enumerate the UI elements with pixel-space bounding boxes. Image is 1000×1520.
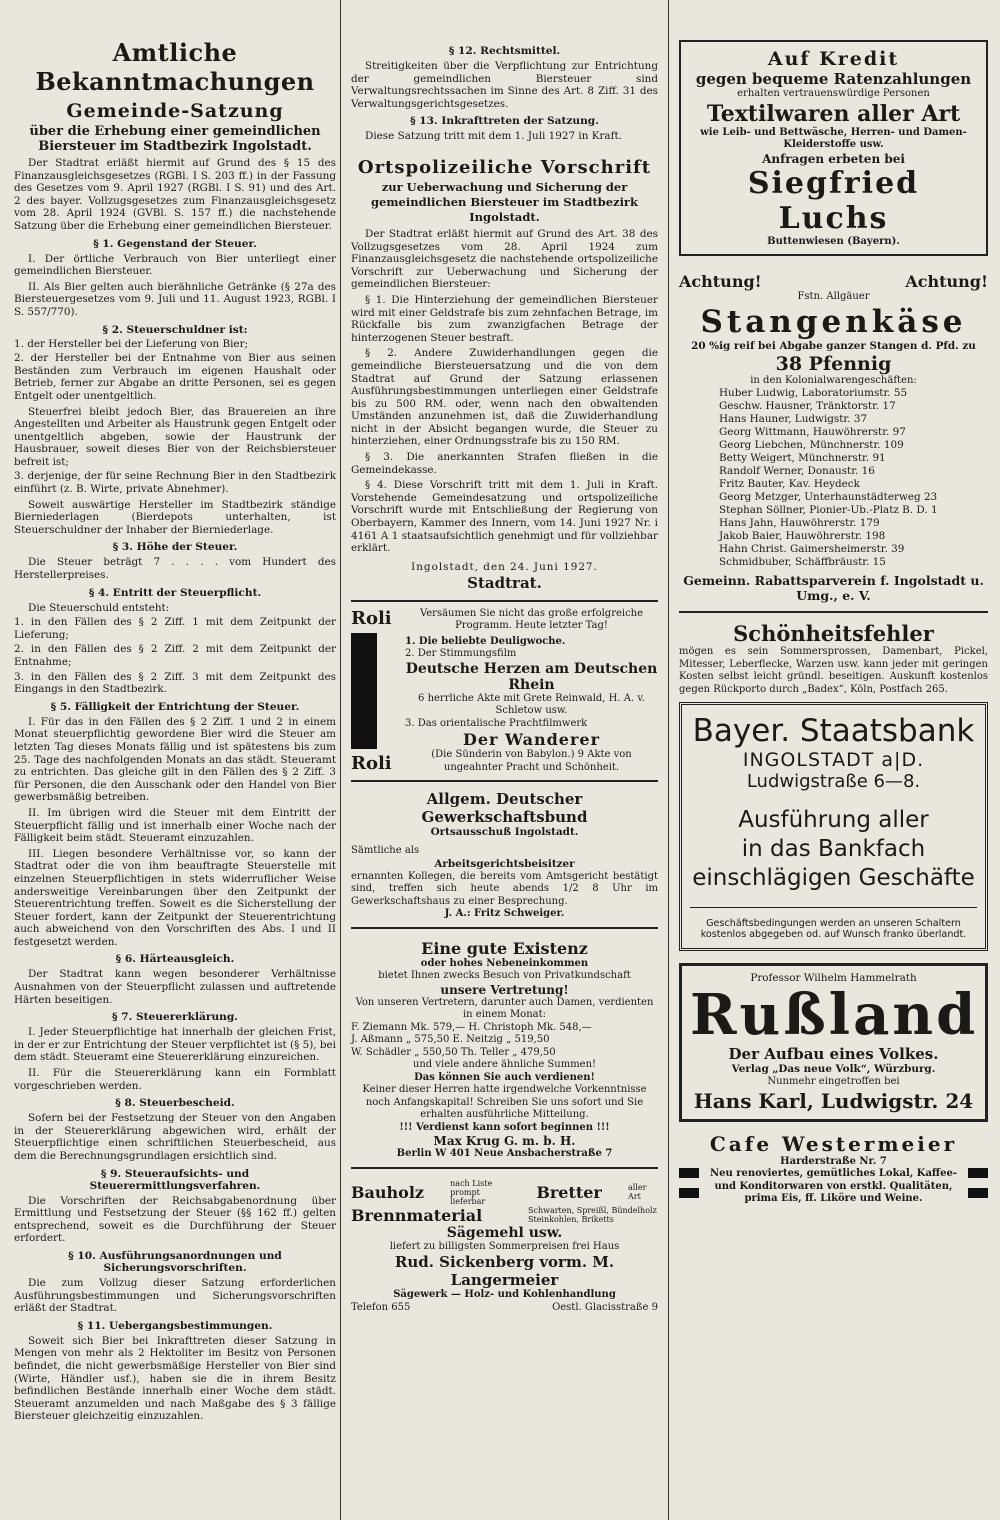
existence-row: W. Schädler „ 550,50 Th. Teller „ 479,50: [351, 1046, 556, 1058]
existence-address: Berlin W 401 Neue Ansbacherstraße 7: [396, 1148, 613, 1160]
existence-text: Das können Sie auch verdienen!: [414, 1071, 595, 1083]
cafe-text: Neu renoviertes, gemütliches Lokal, Kaffee- und Konditorwaren von erstkl. Qualitäten, prima Eis, ff. Liköre und Weine.: [709, 1168, 958, 1204]
timber-text: Sägewerk — Holz- und Kohlenhandlung: [393, 1289, 616, 1301]
section-heading: § 3. Höhe der Steuer.: [112, 541, 238, 554]
list-item: 1. in den Fällen des § 2 Ziff. 1 mit dem Zeitpunkt der Lieferung;: [14, 616, 336, 641]
bank-footnote: Geschäftsbedingungen werden an unseren Schaltern kostenlos abgegeben od. auf Wunsch franko überlandt.: [690, 907, 977, 940]
paragraph: II. Im übrigen wird die Steuer mit dem Eintritt der Steuerpflicht fällig und ist innerhalb einer Woche nach der Fälligkeit beim städt. Steueramt einzuzahlen.: [14, 806, 336, 845]
cafe-name: Cafe Westermeier: [709, 1131, 958, 1156]
cheese-shop-item: Schmidbuber, Schäffbräustr. 15: [719, 556, 886, 568]
existence-text: unsere Vertretung!: [440, 982, 569, 997]
paragraph: Soweit sich Bier bei Inkrafttreten dieser Satzung in Mengen von mehr als 2 Hektoliter im Besitz von Personen befindet, die nicht gewerbsmäßige Hersteller von Bier sind (Wirte, Händler usf.), haben sie die in ihrem Besitz befindlichen Bestände innerhalb einer Woche dem städt. Steueramt anzumelden und nach Maßgabe des § 3 fällige Biersteuer gleichzeitig einzuzahlen.: [14, 1334, 336, 1423]
bank-city: INGOLSTADT a|D.: [742, 749, 925, 771]
book-author: Professor Wilhelm Hammelrath: [750, 972, 917, 984]
bank-text: einschlägigen Geschäfte: [692, 865, 975, 891]
timber-item: Bretter: [536, 1182, 602, 1202]
book-subtitle: Der Aufbau eines Volkes.: [728, 1045, 939, 1063]
bank-street: Ludwigstraße 6—8.: [746, 771, 921, 792]
ad-bank: [679, 702, 988, 951]
list-item: 3. in den Fällen des § 2 Ziff. 3 mit dem Zeitpunkt des Eingangs in den Stadtbezirk.: [14, 670, 336, 696]
timber-text: liefert zu billigsten Sommerpreisen frei Haus: [389, 1240, 620, 1252]
paragraph: § 1. Die Hinterziehung der gemeindlichen Biersteuer wird mit einer Geldstrafe bis zum zehnfachen Betrage, im Rückfalle bis zum zwanzigfachen Betrage der hinterzogenen Steuer bestraft.: [351, 293, 658, 344]
statute-subtitle: über die Erhebung einer gemeindlichen Biersteuer im Stadtbezirk Ingolstadt.: [29, 124, 321, 154]
existence-sub: oder hohes Nebeneinkommen: [420, 957, 589, 969]
cheese-shop-item: Betty Weigert, Münchnerstr. 91: [719, 452, 886, 464]
roli-film-sub: (Die Sünderin von Babylon.) 9 Akte von ungeahnter Pracht und Schönheit.: [431, 749, 632, 773]
cheese-attention: Achtung!: [905, 272, 988, 291]
section-heading: § 7. Steuererklärung.: [112, 1011, 238, 1024]
existence-row: F. Ziemann Mk. 579,— H. Christoph Mk. 548,—: [351, 1021, 592, 1033]
paragraph: Der Stadtrat erläßt hiermit auf Grund des Art. 38 des Vollzugsgesetzes vom 28. April 1924 zum Finanzausgleichsgesetz die nachstehende ortspolizeiliche Vorschrift zur Ueberwachung und Sicherung der gemeindlichen Biersteuer:: [351, 227, 658, 291]
roli-item: 2. Der Stimmungsfilm: [405, 648, 517, 660]
ad-cheese: [679, 272, 988, 603]
cheese-attention: Achtung!: [679, 272, 762, 291]
credit-firm: Siegfried Luchs: [747, 165, 920, 236]
bank-text: Ausführung aller: [738, 807, 929, 833]
book-seller: Hans Karl, Ludwigstr. 24: [693, 1088, 974, 1113]
cheese-shop-item: Fritz Bauter, Kav. Heydeck: [719, 478, 860, 490]
roli-logo-top: Roli: [351, 607, 392, 629]
timber-row: [351, 1206, 658, 1225]
paragraph: § 2. Andere Zuwiderhandlungen gegen die gemeindliche Biersteuersatzung und die von dem Stadtrat auf Grund der Satzung erlassenen Ausführungsbestimmungen unterliegen einer Geldstrafe bis zu 500 RM. oder, wenn nach den obwaltenden Umständen anzunehmen ist, daß die Zuwiderhandlung nicht in der Absicht begangen wurde, die Steuer zu hinterziehen, einer Ordnungsstrafe bis zu 150 RM.: [351, 347, 658, 448]
paragraph: § 4. Diese Vorschrift tritt mit dem 1. Juli in Kraft. Vorstehende Gemeindesatzung und ortspolizeiliche Vorschrift wurde mit Entschließung der Regierung von Oberbayern, Kammer des Innern, vom 14. Juni 1927 Nr. i 4161 A 1 staatsaufsichtlich genehmigt und für vollziehbar erklärt.: [351, 479, 658, 555]
roli-film-title: Deutsche Herzen am Deutschen Rhein: [405, 660, 658, 693]
statute-title: Gemeinde-Satzung: [66, 100, 284, 122]
cheese-shop-item: Hans Jahn, Hauwöhrerstr. 179: [719, 517, 880, 529]
existence-title: Eine gute Existenz: [421, 938, 588, 958]
timber-address: Oestl. Glacisstraße 9: [552, 1301, 658, 1313]
union-text: ernannten Kollegen, die bereits vom Amtsgericht bestätigt sind, treffen sich heute abends 1/2 8 Uhr im Gewerkschaftshaus zu einer Besprechung.: [351, 870, 658, 907]
existence-text: Keiner dieser Herren hatte irgendwelche Vorkenntnisse noch Anfangskapital! Schreiben Sie uns sofort und Sie erhalten ausführliche Mitteilung.: [362, 1084, 647, 1121]
ad-book-russia: [679, 963, 988, 1122]
existence-text: Von unseren Vertretern, darunter auch Damen, verdienten in einem Monat:: [355, 996, 654, 1021]
cheese-shop-item: Georg Metzger, Unterhaunstädterweg 23: [719, 491, 938, 503]
timber-note: Schwarten, Spreißl, Bündelholz Steinkohlen, Briketts: [528, 1206, 657, 1225]
checker-border: [968, 1168, 988, 1206]
cheese-shop-item: Hans Hauner, Ludwigstr. 37: [719, 413, 868, 425]
paragraph: Steuerfrei bleibt jedoch Bier, das Brauereien an ihre Angestellten und Arbeiter als Haustrunk gegen Entgelt oder unentgeltlich abgeben, sowie der Haustrunk der Hausbrauer, soweit dieses Bier von der Reichsbiersteuer befreit ist;: [14, 405, 336, 468]
roli-item: 3. Das orientalische Prachtfilmwerk: [405, 717, 588, 729]
paragraph: II. Für die Steuererklärung kann ein Formblatt vorgeschrieben werden.: [14, 1067, 336, 1092]
paragraph: Sofern bei der Festsetzung der Steuer von den Angaben in der Steuererklärung abgewichen wird, erhält der Steuerpflichtige einen schriftlichen Steuerbescheid, aus dem die Berechnungsgrundlagen ersichtlich sind.: [14, 1112, 336, 1162]
existence-text: bietet Ihnen zwecks Besuch von Privatkundschaft: [378, 970, 631, 982]
beauty-title: Schönheitsfehler: [733, 621, 934, 646]
timber-contact: [351, 1302, 658, 1315]
paragraph: Streitigkeiten über die Verpflichtung zur Entrichtung der gemeindlichen Biersteuer sind Verwaltungsrechtssachen im Sinne des Art. 8 Ziff. 31 des Verwaltungsgerichtsgesetzes.: [351, 60, 658, 110]
cheese-text: Fstn. Allgäuer: [797, 291, 870, 302]
police-regulation-subtitle: zur Ueberwachung und Sicherung der gemeindlichen Biersteuer im Stadtbezirk Ingolstadt.: [371, 179, 638, 224]
paragraph: Die Steuer beträgt 7 . . . . vom Hundert des Herstellerpreises.: [14, 556, 336, 582]
list-item: 1. der Hersteller bei der Lieferung von Bier;: [14, 337, 249, 350]
cheese-text: in den Kolonialwarengeschäften:: [750, 374, 917, 386]
cheese-shop-item: Stephan Söllner, Pionier-Ub.-Platz B. D. 1: [719, 504, 938, 516]
book-text: Nunmehr eingetroffen bei: [767, 1076, 900, 1087]
credit-address: Buttenwiesen (Bayern).: [767, 235, 900, 247]
ad-union: [351, 782, 658, 929]
ad-credit: [679, 40, 988, 256]
paragraph: Der Stadtrat kann wegen besonderer Verhältnisse Ausnahmen von der Steuerpflicht zulassen und auftretende Härten beseitigen.: [14, 968, 336, 1006]
ad-existence: [351, 929, 658, 1169]
section-heading: § 13. Inkrafttreten der Satzung.: [410, 115, 599, 128]
list-item: 3. derjenige, der für seine Rechnung Bier in den Stadtbezirk einführt (z. B. Wirte, private Abnehmer).: [14, 470, 336, 496]
paragraph: Die zum Vollzug dieser Satzung erforderlichen Ausführungsbestimmungen und Sicherungsvorschriften erläßt der Stadtrat.: [14, 1276, 336, 1315]
existence-firm: Max Krug G. m. b. H.: [433, 1134, 576, 1149]
book-publisher: Verlag „Das neue Volk“, Würzburg.: [731, 1063, 936, 1075]
section-header: Amtliche Bekanntmachungen: [35, 38, 315, 96]
existence-text: !!! Verdienst kann sofort beginnen !!!: [399, 1121, 610, 1133]
existence-row: J. Aßmann „ 575,50 E. Neitzig „ 519,50: [351, 1034, 550, 1046]
cheese-shop-item: Georg Wittmann, Hauwöhrerstr. 97: [719, 426, 906, 438]
paragraph: II. Als Bier gelten auch bierähnliche Getränke (§ 27a des Biersteuergesetzes vom 9. Juli und 11. August 1923, RGBl. I S. 557/770).: [14, 280, 336, 318]
signature: Stadtrat.: [467, 573, 542, 592]
timber-item: Sägemehl usw.: [446, 1224, 563, 1241]
roli-program: [399, 608, 658, 775]
ad-beauty: [679, 621, 988, 696]
timber-firm: Rud. Sickenberg vorm. M. Langermeier: [394, 1253, 615, 1290]
cheese-text: 20 %ig reif bei Abgabe ganzer Stangen d. Pfd. zu: [691, 339, 976, 352]
paragraph: Soweit auswärtige Hersteller im Stadtbezirk ständige Bierniederlagen (Bierdepots unterhalten, ist Steuerschuldner der Inhaber der Bierniederlage.: [14, 498, 336, 536]
paragraph: I. Jeder Steuerpflichtige hat innerhalb der gleichen Frist, in der er zur Entrichtung der Steuer verpflichtet ist (§ 5), bei dem städt. Steueramt eine Steuererklärung einzureichen.: [14, 1026, 336, 1064]
book-title: Rußland: [690, 982, 979, 1048]
section-heading: § 9. Steueraufsichts- und Steuerermittlungsverfahren.: [89, 1167, 261, 1192]
section-heading: § 1. Gegenstand der Steuer.: [93, 237, 257, 250]
cheese-header: [679, 272, 988, 291]
union-sub: Ortsausschuß Ingolstadt.: [430, 826, 579, 839]
ad-cafe: [679, 1132, 988, 1206]
roli-intro: Versäumen Sie nicht das große erfolgreiche Programm. Heute letzter Tag!: [419, 607, 644, 632]
divider: [679, 611, 988, 613]
date-line: Ingolstadt, den 24. Juni 1927.: [411, 560, 598, 573]
section-heading: § 8. Steuerbescheid.: [115, 1097, 235, 1110]
timber-note: nach Liste prompt lieferbar: [450, 1178, 493, 1206]
union-title: Allgem. Deutscher Gewerkschaftsbund: [421, 790, 588, 827]
paragraph: Die Vorschriften der Reichsabgabenordnung über Ermittlung und Festsetzung der Steuer (§§ 162 ff.) gelten entsprechend, soweit es die Durchführung der Steuer erfordert.: [14, 1194, 336, 1245]
cheese-price: 38 Pfennig: [775, 352, 892, 375]
union-text: Sämtliche als: [351, 845, 420, 857]
cheese-shop-item: Jakob Baier, Hauwöhrerstr. 198: [719, 530, 886, 542]
section-heading: § 10. Ausführungsanordnungen und Sicherungsvorschriften.: [68, 1249, 282, 1274]
list-item: 2. in den Fällen des § 2 Ziff. 2 mit dem Zeitpunkt der Entnahme;: [14, 643, 336, 668]
section-heading: § 12. Rechtsmittel.: [448, 45, 561, 57]
union-sign: J. A.: Fritz Schweiger.: [444, 908, 565, 920]
column-ads: [668, 0, 1000, 1520]
paragraph: Diese Satzung tritt mit dem 1. Juli 1927 in Kraft.: [365, 130, 622, 143]
cheese-title: Stangenkäse: [700, 303, 967, 340]
credit-title: Auf Kredit: [767, 48, 900, 70]
roli-film-title: Der Wanderer: [462, 730, 601, 750]
bank-name: Bayer. Staatsbank: [692, 713, 975, 749]
paragraph: I. Für das in den Fällen des § 2 Ziff. 1 und 2 in einem Monat steuerpflichtig gewordene Bier wird die Steuer am letzten Tag dieses Monats fällig und ist spätestens bis zum 25. Tage des nachfolgenden Monats an das städt. Steueramt zu entrichten. Das gleiche gilt in den Fällen des § 2 Ziff. 3 für Personen, die den Ausschank oder den Handel von Bier gewerbsmäßig betreiben.: [14, 715, 336, 804]
list-item: 2. der Hersteller bei der Entnahme von Bier aus seinen Beständen zum Verbrauch im eigenen Haushalt oder Betrieb, ferner zur Abgabe an dritte Personen, sei es gegen Entgelt oder unentgeltlich.: [14, 352, 336, 402]
column-official-notices: [0, 0, 340, 1520]
bank-text: in das Bankfach: [741, 836, 926, 862]
cafe-body: [679, 1168, 988, 1206]
cheese-shop-item: Hahn Christ. Gaimersheimerstr. 39: [719, 543, 905, 555]
timber-row: [351, 1179, 658, 1206]
cheese-shop-item: Huber Ludwig, Laboratoriumstr. 55: [719, 387, 908, 399]
checker-border: [679, 1168, 699, 1206]
timber-item: Bauholz: [351, 1182, 424, 1202]
section-heading: § 11. Uebergangsbestimmungen.: [77, 1319, 273, 1332]
ad-roli-cinema: [351, 600, 658, 783]
cheese-shop-item: Georg Liebchen, Münchnerstr. 109: [719, 439, 904, 451]
paragraph: I. Der örtliche Verbrauch von Bier unterliegt einer gemeindlichen Biersteuer.: [14, 252, 336, 278]
section-heading: § 5. Fälligkeit der Entrichtung der Steuer.: [50, 700, 300, 713]
statute-intro: Der Stadtrat erläßt hiermit auf Grund des § 15 des Finanzausgleichsgesetzes (RGBl. I S. 203 ff.) in der Fassung des Gesetzes vom 9. April 1927 (RGBl. I S. 91) und des Art. 2 des bayer. Vollzugsgesetzes zum Finanzausgleichsgesetz vom 28. April 1924 (GVBl. S. 157 ff.) die nachstehende Satzung über die Erhebung einer gemeindlichen Biersteuer.: [14, 157, 336, 232]
section-heading: § 6. Härteausgleich.: [115, 953, 235, 966]
credit-text: erhalten vertrauenswürdige Personen: [737, 88, 930, 99]
timber-item: Brennmaterial: [351, 1205, 483, 1225]
section-heading: § 2. Steuerschuldner ist:: [102, 323, 248, 336]
timber-phone: Telefon 655: [351, 1301, 411, 1313]
timber-note: aller Art: [628, 1183, 647, 1202]
credit-goods: Textilwaren aller Art: [706, 100, 961, 127]
cheese-shop-list: [679, 387, 988, 569]
cheese-shop-item: Randolf Werner, Donaustr. 16: [719, 465, 875, 477]
ad-timber: [351, 1169, 658, 1319]
column-middle: [340, 0, 668, 1520]
roli-logo: [351, 608, 399, 775]
credit-text: Anfragen erbeten bei: [762, 151, 905, 166]
paragraph: Die Steuerschuld entsteht:: [28, 601, 170, 614]
cheese-association: Gemeinn. Rabattsparverein f. Ingolstadt u. Umg., e. V.: [683, 573, 984, 603]
roli-logo-bottom: Roli: [351, 753, 392, 775]
cafe-address: Harderstraße Nr. 7: [780, 1155, 887, 1167]
roli-item: 1. Die beliebte Deuligwoche.: [405, 635, 566, 647]
roli-film-cast: 6 herrliche Akte mit Grete Reinwald, H. A. v. Schletow usw.: [418, 692, 645, 717]
existence-text: und viele andere ähnliche Summen!: [412, 1059, 597, 1071]
beauty-text: mögen es sein Sommersprossen, Damenbart, Pickel, Mitesser, Leberflecke, Warzen usw. kann jeder mit geringen Kosten selbst leicht gründl. beseitigen. Auskunft kostenlos gegen Rückporto durch „Badex“, Köln, Postfach 265.: [679, 646, 988, 695]
roli-bar: [351, 633, 377, 750]
union-text: Arbeitsgerichtsbeisitzer: [434, 857, 575, 870]
cheese-shop-item: Geschw. Hausner, Tränktorstr. 17: [719, 400, 896, 412]
credit-text: wie Leib- und Bettwäsche, Herren- und Damen-Kleiderstoffe usw.: [700, 126, 967, 150]
police-regulation-title: Ortspolizeiliche Vorschrift: [357, 156, 652, 178]
paragraph: § 3. Die anerkannten Strafen fließen in die Gemeindekasse.: [351, 451, 658, 476]
section-heading: § 4. Entritt der Steuerpflicht.: [88, 586, 262, 599]
paragraph: III. Liegen besondere Verhältnisse vor, so kann der Stadtrat oder die von ihm beauftragte Steuerstelle mit einzelnen Steuerpflichtigen in stets widerruflicher Weise andersweitige Vereinbarungen über den Zeitpunkt der Steuerentrichtung treffen. Soweit es die Sicherstellung der Steuer fordert, kann der Zeitpunkt der Steuerentrichtung auch abweichend von den Vorschriften des Abs. I und II festgesetzt werden.: [14, 847, 336, 948]
credit-sub: gegen bequeme Ratenzahlungen: [695, 70, 972, 88]
